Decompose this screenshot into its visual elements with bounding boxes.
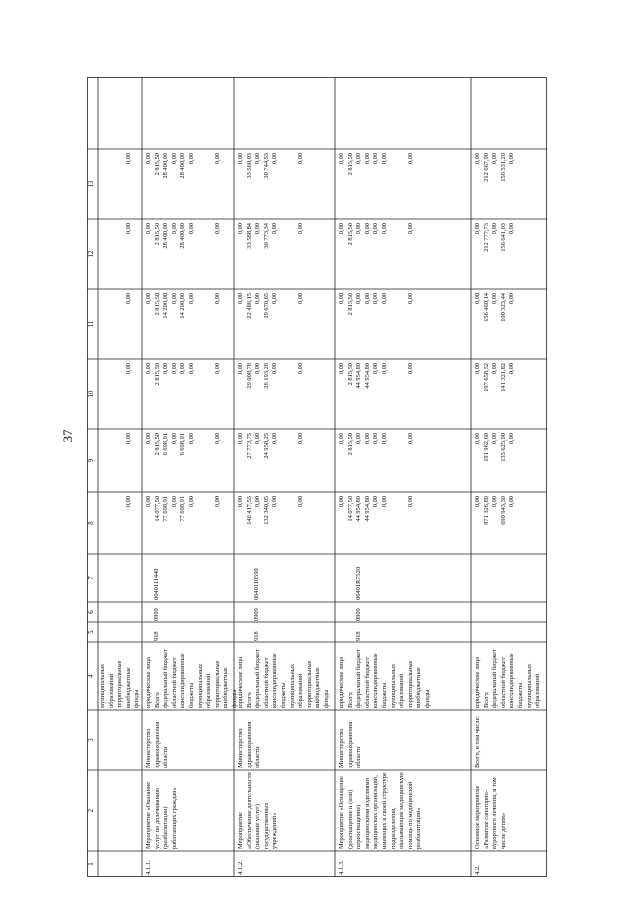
header-col-7: 7 [88, 576, 95, 580]
budget-table [87, 77, 547, 877]
row-rzpr-4-1-2: 0909 [253, 608, 260, 621]
header-col-5: 5 [88, 630, 95, 634]
row-number-4-1-2: 4.1.2. [237, 860, 244, 875]
row-grbs-4-1-3: 918 [355, 631, 362, 641]
top-funding-types: муниципальных образований территориальные внебюджетные фонды [99, 660, 141, 708]
header-col-11: 11 [88, 320, 95, 328]
row-values-13-4-2: 0,00 212 667,90 0,00 156 531,20 0,00 [474, 153, 516, 182]
header-col-4: 4 [88, 674, 95, 678]
row-funding-types-4-1-1: юридические лица Всего федеральный бюджет областной бюджет консолидированные бюджеты муниципальных образований территориальные внебюджетные фонды [145, 649, 238, 708]
row-name-4-2: Основное мероприятие «Развитие санаторно-курортного лечения, в том числе детям» [474, 777, 507, 849]
row-values-8-4-1-3: 0,00 14 077,50 44 954,80 44 954,80 0,00 0,00 0,00 [338, 496, 414, 522]
row-values-8-4-2: 0,00 971 326,89 0,00 690 943,39 0,00 [474, 496, 516, 525]
page-number: 37 [60, 429, 75, 443]
row-values-10-4-1-2: 0,00 29 008,78 0,00 26 193,28 0,00 0,00 [237, 363, 305, 389]
row-executor-4-2: Всего, в том числе: [474, 715, 481, 768]
row-values-10-4-1-3: 0,00 2 815,50 44 954,80 44 954,80 0,00 0,00 0,00 [338, 363, 414, 389]
row-name-4-1-3: Мероприятие «Оснащение (дооснащение и (или) переоснащение) медицинскими изделиями медицинских организаций, имеющих в своей структуре подразделения, оказывающие медицинскую помощь по медицинской реабилитации» [338, 772, 423, 849]
row-values-11-4-2: 0,00 156 460,14 0,00 100 323,44 0,00 [474, 293, 516, 322]
top-value-9: 0,00 [125, 433, 132, 445]
row-values-12-4-1-1: 0,00 2 815,50 28 400,00 0,00 28 400,00 0,00 0,00 [145, 223, 221, 249]
row-values-13-4-1-1: 0,00 2 815,50 28 400,00 0,00 28 400,00 0,00 0,00 [145, 153, 221, 179]
row-executor-4-1-2: Министерство здравоохранения области [237, 721, 262, 768]
row-values-8-4-1-1: 0,00 14 077,50 77 698,91 0,00 77 698,91 0,00 0,00 [145, 496, 221, 522]
row-values-11-4-1-1: 0,00 2 815,50 14 200,00 0,00 14 200,00 0,00 0,00 [145, 293, 221, 319]
row-values-9-4-1-3: 0,00 2 815,50 0,00 0,00 0,00 0,00 0,00 [338, 433, 414, 456]
row-values-8-4-1-2: 0,00 146 417,55 0,00 132 340,05 0,00 0,00 [237, 496, 305, 525]
row-executor-4-1-3: Министерство здравоохранения области [338, 721, 363, 768]
row-values-10-4-2: 0,00 197 658,52 0,00 141 321,82 0,00 [474, 363, 516, 392]
row-grbs-4-1-2: 918 [253, 631, 260, 641]
top-value-10: 0,00 [125, 363, 132, 375]
header-col-1: 1 [88, 862, 95, 866]
row-name-4-1-1: Мероприятие «Оказание услуг по долечиванию (реабилитации) работающих граждан» [145, 781, 178, 849]
row-number-4-1-3: 4.1.3. [338, 860, 345, 875]
row-funding-types-4-1-3: юридические лица Всего федеральный бюджет областной бюджет консолидированные бюджеты муниципальных образований территориальные внебюджетные фонды [338, 649, 431, 708]
row-csr-4-1-3: 06401R7520 [355, 566, 362, 600]
row-values-13-4-1-3: 0,00 2 815,50 0,00 0,00 0,00 0,00 0,00 [338, 153, 414, 176]
row-values-13-4-1-2: 0,00 33 560,03 0,00 30 744,53 0,00 0,00 [237, 153, 305, 179]
row-csr-4-1-1: 0640111440 [153, 568, 160, 600]
top-value-13: 0,00 [125, 153, 132, 165]
row-csr-4-1-2: 0640110590 [253, 568, 260, 600]
header-col-8: 8 [88, 521, 95, 525]
row-values-12-4-1-2: 0,00 33 588,84 0,00 30 773,34 0,00 0,00 [237, 223, 305, 249]
row-rzpr-4-1-3: 0909 [355, 608, 362, 621]
row-values-11-4-1-3: 0,00 2 815,50 0,00 0,00 0,00 0,00 0,00 [338, 293, 414, 316]
row-rzpr-4-1-1: 0909 [153, 608, 160, 621]
top-value-12: 0,00 [125, 223, 132, 235]
top-value-11: 0,00 [125, 293, 132, 305]
row-funding-types-4-2: юридические лица Всего федеральный бюджет областной бюджет консолидированные бюджеты муниципальных образований [474, 649, 542, 708]
row-number-4-1-1: 4.1.1. [145, 860, 152, 875]
row-values-9-4-1-2: 0,00 27 773,75 0,00 24 958,25 0,00 0,00 [237, 433, 305, 459]
row-number-4-2: 4.2. [474, 865, 481, 875]
row-values-9-4-1-1: 0,00 2 815,50 6 698,91 0,00 6 698,91 0,00 0,00 [145, 433, 221, 456]
row-values-12-4-1-3: 0,00 2 815,50 0,00 0,00 0,00 0,00 0,00 [338, 223, 414, 246]
row-executor-4-1-1: Министерство здравоохранения области [145, 721, 170, 768]
row-funding-types-4-1-2: юридические лица Всего федеральный бюджет областной бюджет консолидированные бюджеты муниципальных образований территориальные внебюджетные фонды [237, 649, 330, 708]
header-col-9: 9 [88, 458, 95, 463]
header-col-13: 13 [88, 180, 95, 188]
row-values-9-4-2: 0,00 191 962,60 0,00 135 625,90 0,00 [474, 433, 516, 462]
header-col-6: 6 [88, 610, 95, 614]
top-value-8: 0,00 [125, 496, 132, 508]
row-name-4-1-2: Мероприятие «Обеспечение деятельности (оказание услуг) государственных учреждений» [237, 772, 279, 849]
row-values-10-4-1-1: 0,00 2 815,50 0,00 0,00 0,00 0,00 0,00 [145, 363, 221, 386]
header-col-3: 3 [88, 738, 95, 742]
row-values-12-4-2: 0,00 212 777,73 0,00 156 641,03 0,00 [474, 223, 516, 252]
header-col-10: 10 [88, 390, 95, 398]
row-values-11-4-1-2: 0,00 22 486,15 0,00 19 670,65 0,00 0,00 [237, 293, 305, 319]
header-col-2: 2 [88, 808, 95, 813]
row-grbs-4-1-1: 918 [153, 631, 160, 641]
header-col-12: 12 [88, 250, 95, 258]
